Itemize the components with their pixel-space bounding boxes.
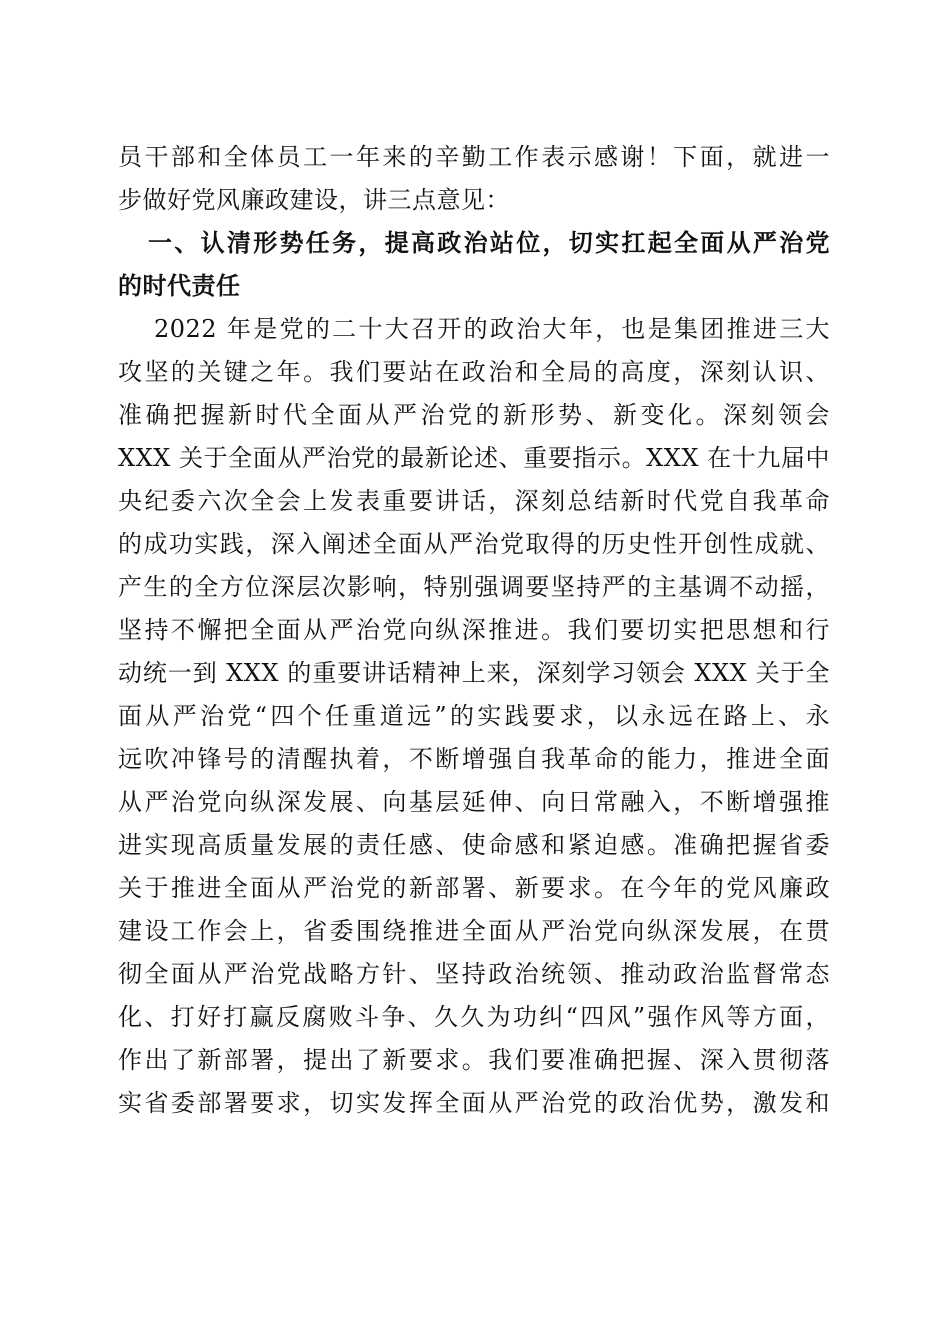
heading-line: 一、认清形势任务，提高政治站位，切实扛起全面从严治党 xyxy=(148,229,830,257)
body-paragraph xyxy=(118,308,830,1125)
body-line: 动统一到 XXX 的重要讲话精神上来，深刻学习领会 XXX 关于全 xyxy=(118,659,830,687)
body-line: 作出了新部署，提出了新要求。我们要准确把握、深入贯彻落 xyxy=(118,1046,830,1074)
intro-line: 员干部和全体员工一年来的辛勤工作表示感谢！下面，就进一 xyxy=(118,143,830,171)
body-line: 实省委部署要求，切实发挥全面从严治党的政治优势，激发和 xyxy=(118,1089,830,1117)
body-line: 进实现高质量发展的责任感、使命感和紧迫感。准确把握省委 xyxy=(118,831,830,859)
intro-line: 步做好党风廉政建设，讲三点意见： xyxy=(118,186,510,214)
body-line: 2022 年是党的二十大召开的政治大年，也是集团推进三大 xyxy=(154,315,830,343)
body-line: 产生的全方位深层次影响，特别强调要坚持严的主基调不动摇， xyxy=(118,573,830,601)
body-line: 彻全面从严治党战略方针、坚持政治统领、推动政治监督常态 xyxy=(118,960,830,988)
body-line: 准确把握新时代全面从严治党的新形势、新变化。深刻领会 xyxy=(118,401,830,429)
body-line: 的成功实践，深入阐述全面从严治党取得的历史性开创性成就、 xyxy=(118,530,830,558)
body-line: 坚持不懈把全面从严治党向纵深推进。我们要切实把思想和行 xyxy=(118,616,830,644)
body-line: XXX 关于全面从严治党的最新论述、重要指示。XXX 在十九届中 xyxy=(118,444,830,472)
body-line: 关于推进全面从严治党的新部署、新要求。在今年的党风廉政 xyxy=(118,874,830,902)
heading-line: 的时代责任 xyxy=(118,272,241,300)
intro-paragraph xyxy=(118,136,830,222)
body-line: 化、打好打赢反腐败斗争、久久为功纠“四风”强作风等方面， xyxy=(118,1003,830,1031)
body-line: 面从严治党“四个任重道远”的实践要求，以永远在路上、永 xyxy=(118,702,830,730)
body-line: 从严治党向纵深发展、向基层延伸、向日常融入，不断增强推 xyxy=(118,788,830,816)
body-line: 攻坚的关键之年。我们要站在政治和全局的高度，深刻认识、 xyxy=(118,358,830,386)
section-heading xyxy=(118,222,830,308)
body-line: 建设工作会上，省委围绕推进全面从严治党向纵深发展，在贯 xyxy=(118,917,830,945)
body-line: 远吹冲锋号的清醒执着，不断增强自我革命的能力，推进全面 xyxy=(118,745,830,773)
body-line: 央纪委六次全会上发表重要讲话，深刻总结新时代党自我革命 xyxy=(118,487,830,515)
